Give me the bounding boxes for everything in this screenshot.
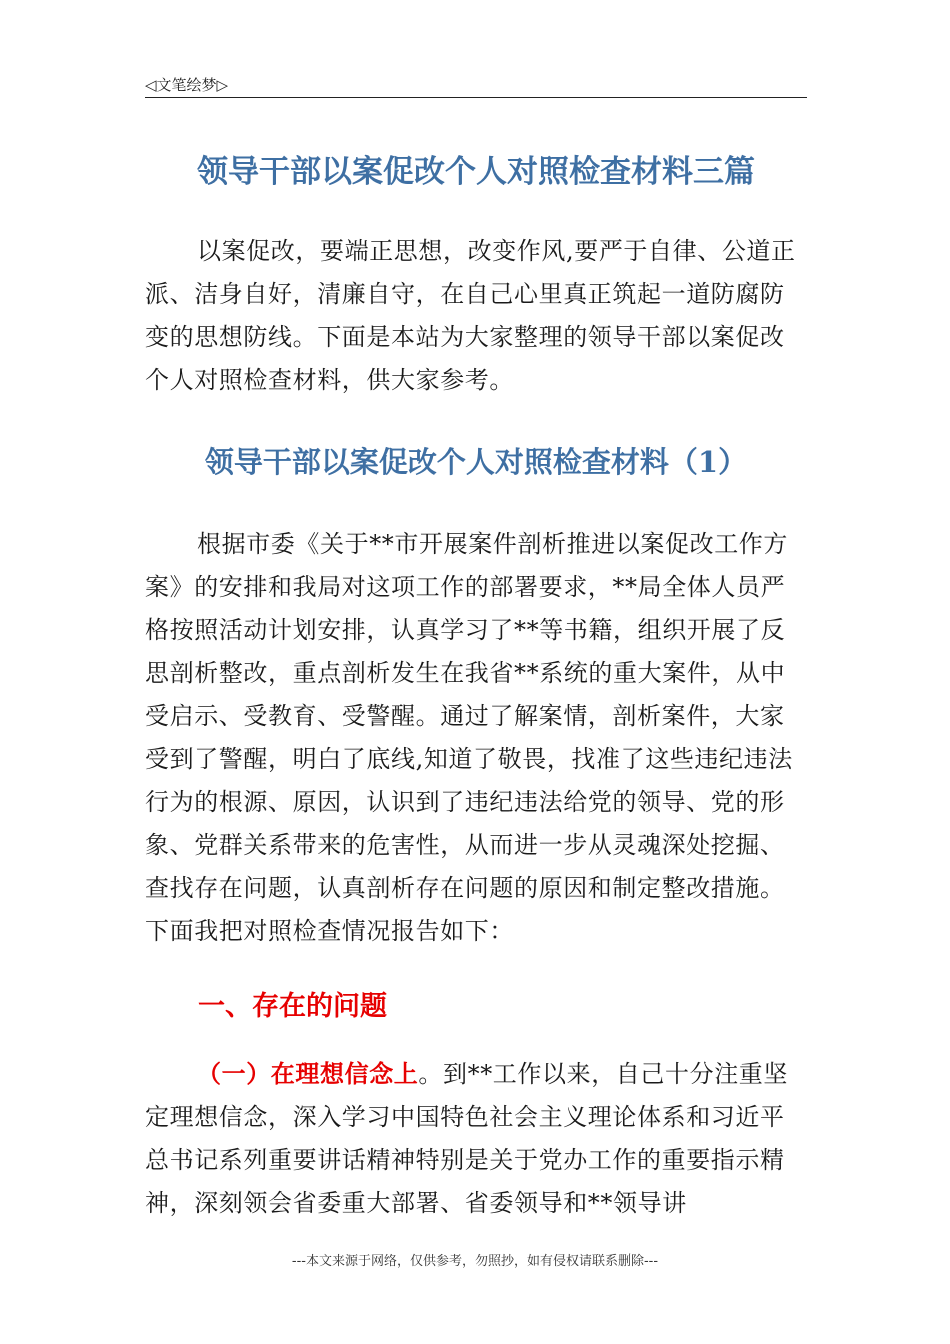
body-paragraph: 根据市委《关于**市开展案件剖析推进以案促改工作方案》的安排和我局对这项工作的部署要求，**局全体人员严格按照活动计划安排，认真学习了**等书籍，组织开展了反思剖析整改，重点剖析发生在我省**系统的重大案件，从中受启示、受教育、受警醒。通过了解案情，剖析案件，大家受到了警醒，明白了底线,知道了敬畏，找准了这些违纪违法行为的根源、原因，认识到了违纪违法给党的领导、党的形象、党群关系带来的危害性，从而进一步从灵魂深处挖掘、查找存在问题，认真剖析存在问题的原因和制定整改措施。下面我把对照检查情况报告如下：	[145, 530, 793, 945]
heading-problems: 一、存在的问题	[198, 991, 387, 1022]
sub-paragraph	[145, 1052, 807, 1225]
header-brand: ◁文笔绘梦▷	[145, 76, 229, 94]
sub-paragraph-text: 。到**工作以来，自己十分注重坚定理想信念，深入学习中国特色社会主义理论体系和习近平总书记系列重要讲话精神特别是关于党办工作的重要指示精神，深刻领会省委重大部署、省委领导和**领导讲	[145, 1060, 789, 1217]
document-title: 领导干部以案促改个人对照检查材料三篇	[197, 154, 755, 190]
sub-heading: （一）在理想信念上	[197, 1059, 419, 1088]
section-title: 领导干部以案促改个人对照检查材料（1）	[204, 445, 748, 479]
intro-paragraph: 以案促改，要端正思想，改变作风,要严于自律、公道正派、洁身自好，清廉自守，在自己心里真正筑起一道防腐防变的思想防线。下面是本站为大家整理的领导干部以案促改个人对照检查材料，供大家参考。	[145, 237, 796, 394]
footer-disclaimer: ---本文来源于网络，仅供参考，勿照抄，如有侵权请联系删除---	[291, 1254, 659, 1269]
header-rule	[145, 97, 807, 98]
